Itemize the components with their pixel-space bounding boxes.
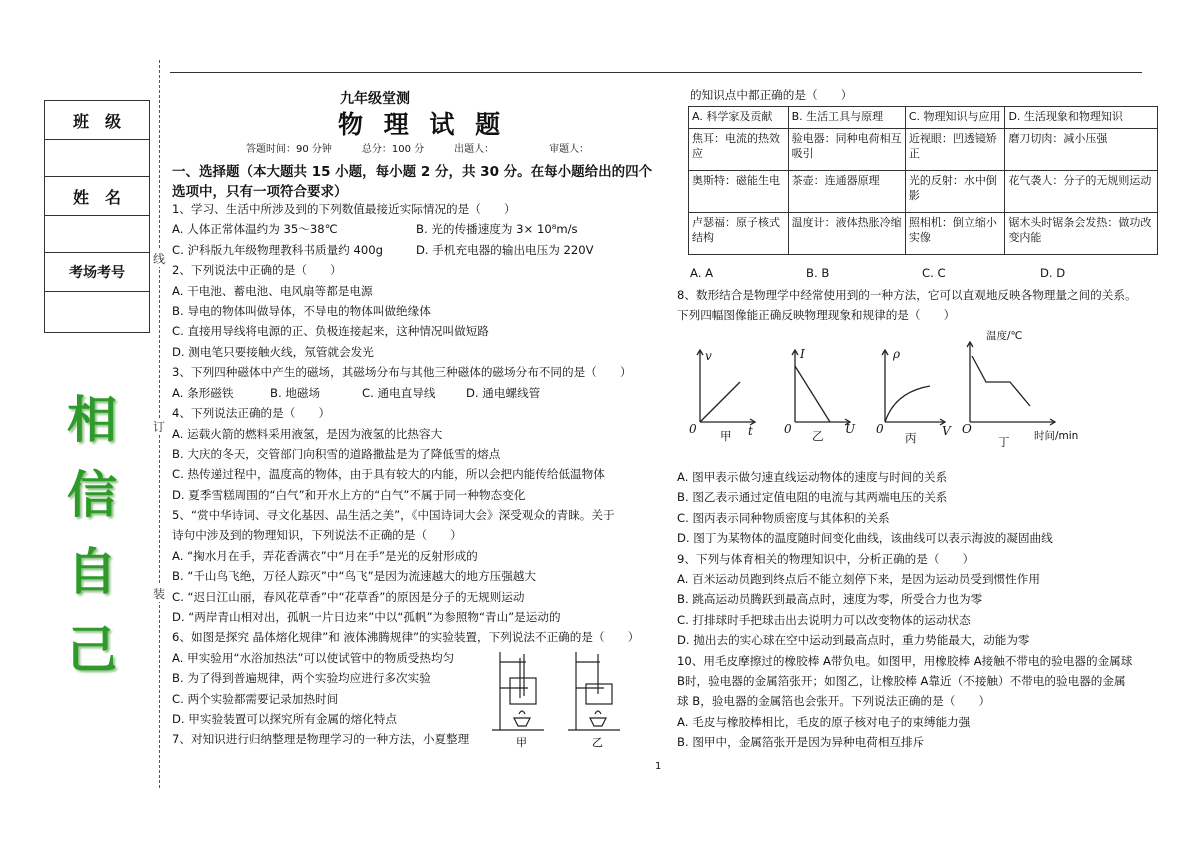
q10-stem-cont1: B时，验电器的金属箔张开；如图乙，让橡胶棒 A靠近（不接触）不带电的验电器的金属	[677, 674, 1126, 688]
q9-option-a: A. 百米运动员跑到终点后不能立刻停下来，是因为运动员受到惯性作用	[677, 572, 1040, 586]
q7-option-b: B. B	[806, 266, 830, 280]
q8-option-b: B. 图乙表示通过定值电阻的电流与其两端电压的关系	[677, 490, 948, 504]
q3-option-c: C. 通电直导线	[362, 386, 436, 400]
q8-option-d: D. 图丁为某物体的温度随时间变化曲线，该曲线可以表示海波的凝固曲线	[677, 531, 1053, 545]
exam-title: 物 理 试 题	[338, 110, 507, 139]
q7-cell: 磨刀切肉：减小压强	[1005, 129, 1158, 171]
q5-stem-cont: 诗句中涉及到的物理知识，下列说法不正确的是（ ）	[172, 528, 462, 542]
q3-stem: 3、下列四种磁体中产生的磁场，其磁场分布与其他三种磁体的磁场分布不同的是（ ）	[172, 365, 632, 379]
graph-yi-name: 乙	[812, 429, 824, 443]
q8-stem: 8、数形结合是物理学中经常使用到的一种方法，它可以直观地反映各物理量之间的关系。	[677, 288, 1137, 302]
q1-option-b: B. 光的传播速度为 3× 10⁸m/s	[416, 222, 578, 236]
q7-cell: 照相机：倒立缩小实像	[905, 213, 1005, 255]
q10-option-a: A. 毛皮与橡胶棒相比，毛皮的原子核对电子的束缚能力强	[677, 715, 971, 729]
q7-cell: 光的反射：水中倒影	[905, 171, 1005, 213]
student-info-box	[44, 100, 150, 333]
name-label: 姓 名	[45, 177, 150, 216]
q7-header-c: C. 物理知识与应用	[905, 107, 1005, 129]
q4-option-d: D. 夏季雪糕周围的“白气”和开水上方的“白气”不属于同一种物态变化	[172, 488, 526, 502]
q3-option-a: A. 条形磁铁	[172, 386, 234, 400]
page-number: 1	[655, 761, 662, 772]
q7-cell: 茶壶：连通器原理	[788, 171, 905, 213]
q6-option-d: D. 甲实验装置可以探究所有金属的熔化特点	[172, 712, 397, 726]
q7-cell: 焦耳：电流的热效应	[689, 129, 789, 171]
q2-stem: 2、下列说法中正确的是（ ）	[172, 263, 342, 277]
section-heading: 一、选择题（本大题共 15 小题，每小题 2 分，共 30 分。在每小题给出的四个	[172, 164, 653, 180]
q8-stem-cont: 下列四幅图像能正确反映物理现象和规律的是（ ）	[677, 308, 956, 322]
q6-option-a: A. 甲实验用“水浴加热法”可以使试管中的物质受热均匀	[172, 651, 455, 665]
exam-meta: 答题时间：90 分钟 总分：100 分 出题人： 审题人：	[246, 144, 590, 155]
q1-stem: 1、学习、生活中所涉及到的下列数值最接近实际情况的是（ ）	[172, 202, 516, 216]
graph-bing-name: 丙	[905, 431, 917, 445]
q9-stem: 9、下列与体育相关的物理知识中，分析正确的是（ ）	[677, 552, 975, 566]
q5-option-b: B. “千山鸟飞绝，万径人踪灭”中“鸟飞”是因为流速越大的地方压强越大	[172, 569, 536, 583]
q6-option-c: C. 两个实验都需要记录加热时间	[172, 692, 339, 706]
graph-jia-x-label: t	[748, 424, 753, 438]
q6-stem: 6、如图是探究 晶体熔化规律”和 液体沸腾规律”的实验装置，下列说法不正确的是（ ）	[172, 630, 640, 644]
graph-yi-x-label: U	[845, 422, 856, 436]
q6-option-b: B. 为了得到普遍规律，两个实验均应进行多次实验	[172, 671, 431, 685]
q6-fig-label-yi: 乙	[592, 736, 603, 748]
graph-ding-name: 丁	[998, 435, 1010, 449]
name-blank	[45, 216, 150, 253]
motto-char-3: 自	[67, 542, 117, 601]
q3-option-b: B. 地磁场	[270, 386, 321, 400]
section-heading-cont: 选项中，只有一项符合要求）	[172, 184, 348, 200]
binding-mark-line: 线	[153, 252, 166, 266]
q9-option-d: D. 抛出去的实心球在空中运动到最高点时，重力势能最大，动能为零	[677, 633, 1030, 647]
q7-option-d: D. D	[1040, 266, 1066, 280]
binding-mark-bind: 装	[153, 587, 166, 601]
top-rule	[170, 72, 1142, 73]
q5-option-d: D. “两岸青山相对出，孤帆一片日边来”中以“孤帆”为参照物“青山”是运动的	[172, 610, 561, 624]
q7-cell: 温度计：液体热胀冷缩	[788, 213, 905, 255]
q7-stem: 7、对知识进行归纳整理是物理学习的一种方法，小夏整理	[172, 732, 470, 746]
class-label: 班 级	[45, 101, 150, 140]
q7-option-a: A. A	[690, 266, 714, 280]
q7-cell: 花气袭人：分子的无规则运动	[1005, 171, 1158, 213]
q9-option-b: B. 跳高运动员腾跃到最高点时，速度为零，所受合力也为零	[677, 592, 983, 606]
q2-option-c: C. 直接用导线将电源的正、负极连接起来，这种情况叫做短路	[172, 324, 489, 338]
q10-stem-cont2: 球 B，验电器的金属箔也会张开。下列说法正确的是（ ）	[677, 694, 991, 708]
motto-char-2: 信	[67, 465, 117, 524]
q7-cell: 验电器：同种电荷相互吸引	[788, 129, 905, 171]
q7-header-d: D. 生活现象和物理知识	[1005, 107, 1158, 129]
graph-jia-y-label: v	[705, 349, 712, 363]
q7-cell: 奥斯特：磁能生电	[689, 171, 789, 213]
graph-bing-y-label: ρ	[893, 347, 901, 361]
q7-stem-cont: 的知识点中都正确的是（ ）	[690, 88, 853, 102]
q2-option-b: B. 导电的物体叫做导体，不导电的物体叫做绝缘体	[172, 304, 431, 318]
q7-cell: 卢瑟福：原子核式结构	[689, 213, 789, 255]
q7-header-b: B. 生活工具与原理	[788, 107, 905, 129]
q7-table	[688, 106, 1158, 255]
q4-option-c: C. 热传递过程中，温度高的物体，由于具有较大的内能，所以会把内能传给低温物体	[172, 467, 605, 481]
graph-bing-origin: 0	[876, 422, 884, 436]
q7-cell: 锯木头时锯条会发热：做功改变内能	[1005, 213, 1158, 255]
q6-apparatus-figure	[486, 648, 636, 748]
q7-option-c: C. C	[922, 266, 946, 280]
motto-char-4: 己	[67, 620, 117, 679]
q3-option-d: D. 通电螺线管	[466, 386, 541, 400]
graph-yi-y-label: I	[800, 347, 805, 361]
q4-stem: 4、下列说法正确的是（ ）	[172, 406, 331, 420]
q5-option-c: C. “迟日江山丽，春风花草香”中“花草香”的原因是分子的无规则运动	[172, 590, 525, 604]
graph-ding-y-label: 温度/℃	[986, 330, 1023, 342]
graph-ding-x-label: 时间/min	[1034, 430, 1079, 442]
binding-mark-order: 订	[153, 420, 166, 434]
exam-number-label: 考场考号	[45, 253, 150, 292]
q10-option-b: B. 图甲中，金属箔张开是因为异种电荷相互排斥	[677, 735, 925, 749]
motto-char-1: 相	[67, 390, 117, 449]
q1-option-a: A. 人体正常体温约为 35～38℃	[172, 222, 338, 236]
q5-stem: 5、“赏中华诗词、寻文化基因、品生活之美”，《中国诗词大会》深受观众的青睐。关于	[172, 508, 615, 522]
graph-jia-name: 甲	[720, 429, 732, 443]
q7-cell: 近视眼：凹透镜矫正	[905, 129, 1005, 171]
exam-subtitle: 九年级堂测	[340, 91, 410, 107]
q5-option-a: A. “掬水月在手，弄花香满衣”中“月在手”是光的反射形成的	[172, 549, 478, 563]
q1-option-c: C. 沪科版九年级物理教科书质量约 400g	[172, 243, 383, 257]
q2-option-a: A. 干电池、蓄电池、电风扇等都是电源	[172, 284, 373, 298]
class-blank	[45, 140, 150, 177]
q8-option-a: A. 图甲表示做匀速直线运动物体的速度与时间的关系	[677, 470, 948, 484]
q1-option-d: D. 手机充电器的输出电压为 220V	[416, 243, 594, 257]
q2-option-d: D. 测电笔只要接触火线，氖管就会发光	[172, 345, 374, 359]
q10-stem: 10、用毛皮摩擦过的橡胶棒 A带负电。如图甲，用橡胶棒 A接触不带电的验电器的金属球	[677, 654, 1133, 668]
q9-option-c: C. 打排球时手把球击出去说明力可以改变物体的运动状态	[677, 613, 971, 627]
q8-option-c: C. 图丙表示同种物质密度与其体积的关系	[677, 511, 890, 525]
graph-bing-x-label: V	[942, 424, 951, 438]
q4-option-a: A. 运载火箭的燃料采用液氢，是因为液氢的比热容大	[172, 427, 443, 441]
q4-option-b: B. 大庆的冬天，交管部门向积雪的道路撒盐是为了降低雪的熔点	[172, 447, 501, 461]
q7-header-a: A. 科学家及贡献	[689, 107, 789, 129]
graph-ding-origin: O	[962, 422, 972, 436]
exam-number-blank	[45, 292, 150, 333]
graph-jia-origin: 0	[689, 422, 697, 436]
q6-fig-label-jia: 甲	[516, 736, 527, 748]
graph-yi-origin: 0	[784, 422, 792, 436]
